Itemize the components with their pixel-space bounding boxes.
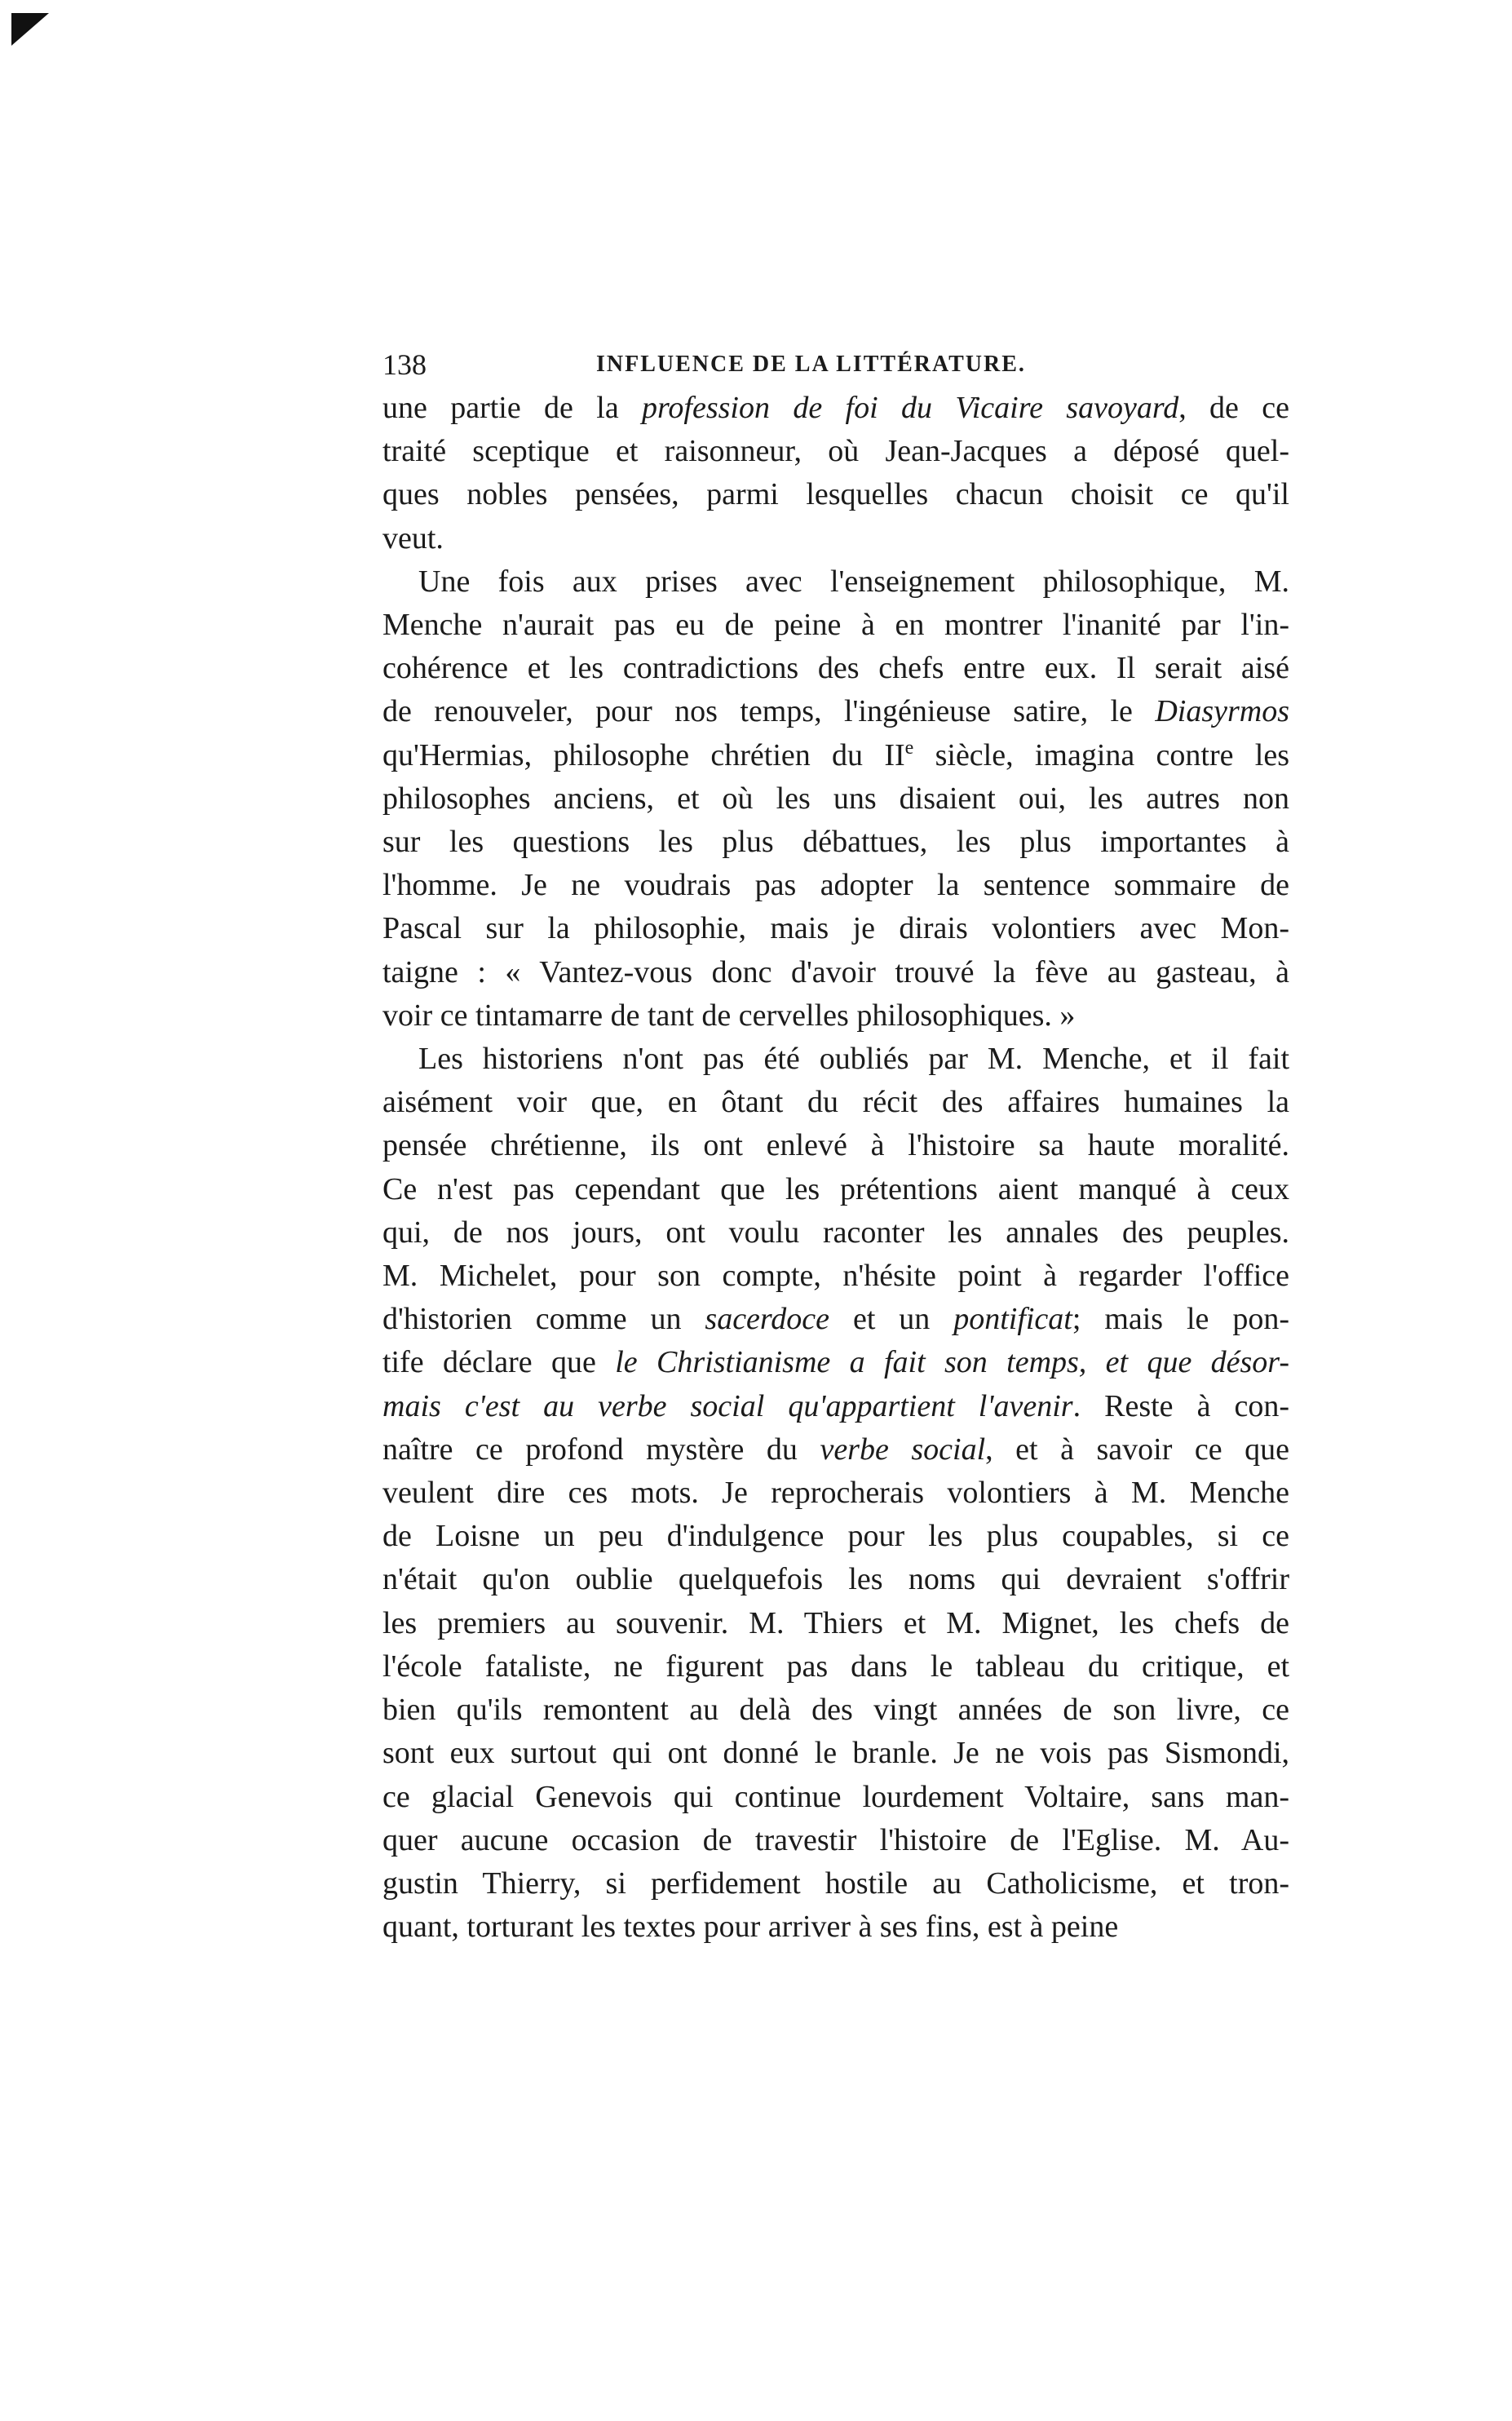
text-line	[382, 647, 1289, 690]
italic-text: sacerdoce	[705, 1302, 830, 1337]
text-line	[382, 387, 1289, 430]
page	[382, 343, 1289, 1949]
text-line	[382, 864, 1289, 907]
text-run: l'homme. Je ne voudrais pas adopter la sentence sommaire de	[382, 868, 1289, 903]
text-line	[382, 1428, 1289, 1472]
text-run: sur les questions les plus débattues, les plus importantes à	[382, 825, 1289, 860]
text-run: quer aucune occasion de travestir l'histoire de l'Eglise. M. Au-	[382, 1822, 1289, 1857]
paragraph	[382, 560, 1289, 1038]
text-line	[382, 1211, 1289, 1255]
running-title: INFLUENCE DE LA LITTÉRATURE.	[596, 352, 1026, 377]
text-run: l'école fataliste, ne figurent pas dans le tableau du critique, et	[382, 1649, 1289, 1684]
text-line	[382, 821, 1289, 864]
text-run: une partie de la	[382, 391, 643, 425]
text-run: aisément voir que, en ôtant du récit des affaires humaines la	[382, 1085, 1289, 1120]
text-run: naître ce profond mystère du	[382, 1432, 820, 1467]
text-run: pensée chrétienne, ils ont enlevé à l'histoire sa haute moralité.	[382, 1128, 1289, 1163]
text-line	[382, 1081, 1289, 1124]
corner-triangle-icon	[11, 13, 49, 46]
text-run: . Reste à con-	[1072, 1388, 1289, 1423]
text-run: Menche n'aurait pas eu de peine à en montrer l'inanité par l'in-	[382, 608, 1289, 643]
text-line	[382, 473, 1289, 516]
paragraph	[382, 387, 1289, 560]
text-run: veut.	[382, 520, 444, 555]
text-run: , et à savoir ce que	[985, 1432, 1290, 1467]
text-line	[382, 1819, 1289, 1862]
text-run: quant, torturant les textes pour arriver à ses fins, est à peine	[382, 1910, 1119, 1945]
italic-text: pontificat	[953, 1302, 1072, 1337]
italic-text: verbe social	[820, 1432, 986, 1467]
italic-text: mais c'est au verbe social qu'appartient l'avenir	[382, 1388, 1073, 1423]
text-run: philosophes anciens, et où les uns disaient oui, les autres non	[382, 781, 1289, 816]
text-line	[382, 951, 1289, 994]
text-run: les premiers au souvenir. M. Thiers et M. Mignet, les chefs de	[382, 1605, 1289, 1640]
text-line	[382, 1689, 1289, 1732]
text-line	[382, 907, 1289, 950]
text-run: de Loisne un peu d'indulgence pour les plus coupables, si ce	[382, 1519, 1289, 1554]
text-run: Les historiens n'ont pas été oubliés par M. Menche, et il fait	[418, 1042, 1289, 1077]
text-run: n'était qu'on oublie quelquefois les noms qui devraient s'offrir	[382, 1562, 1289, 1597]
text-line	[382, 604, 1289, 647]
text-line	[382, 517, 1289, 560]
text-run: M. Michelet, pour son compte, n'hésite point à regarder l'office	[382, 1259, 1289, 1294]
text-run: veulent dire ces mots. Je reprocherais volontiers à M. Menche	[382, 1476, 1289, 1511]
text-line	[382, 1515, 1289, 1558]
text-line	[382, 1168, 1289, 1211]
text-line	[382, 1255, 1289, 1298]
text-run: cohérence et les contradictions des chefs entre eux. Il serait aisé	[382, 651, 1289, 686]
text-run: d'historien comme un	[382, 1302, 705, 1337]
text-line	[382, 1558, 1289, 1601]
paragraph	[382, 1038, 1289, 1949]
text-run: ques nobles pensées, parmi lesquelles chacun choisit ce qu'il	[382, 477, 1289, 512]
superscript: e	[904, 737, 914, 759]
text-line	[382, 1732, 1289, 1775]
italic-text: Diasyrmos	[1155, 694, 1289, 729]
text-run: taigne : « Vantez-vous donc d'avoir trouvé la fève au gasteau, à	[382, 954, 1289, 989]
text-run: Ce n'est pas cependant que les prétentions aient manqué à ceux	[382, 1171, 1289, 1206]
italic-text: le Christianisme a fait son temps, et que désor-	[615, 1345, 1289, 1380]
text-run: traité sceptique et raisonneur, où Jean-Jacques a déposé quel-	[382, 434, 1289, 469]
text-line	[382, 1776, 1289, 1819]
text-line	[382, 1602, 1289, 1645]
text-run: qui, de nos jours, ont voulu raconter les annales des peuples.	[382, 1215, 1289, 1250]
text-line	[382, 1341, 1289, 1384]
body-text	[382, 387, 1289, 1949]
text-line	[382, 1862, 1289, 1905]
italic-text: profession de foi du Vicaire savoyard	[642, 391, 1179, 425]
text-run: gustin Thierry, si perfidement hostile au Catholicisme, et tron-	[382, 1866, 1289, 1901]
text-run: sont eux surtout qui ont donné le branle. Je ne vois pas Sismondi,	[382, 1736, 1289, 1771]
text-line	[382, 777, 1289, 821]
text-line	[382, 1645, 1289, 1689]
text-line	[382, 1472, 1289, 1515]
text-line	[382, 560, 1289, 604]
text-run: siècle, imagina contre les	[913, 737, 1289, 772]
text-run: ce glacial Genevois qui continue lourdement Voltaire, sans man-	[382, 1779, 1289, 1814]
text-run: , de ce	[1178, 391, 1289, 425]
text-run: bien qu'ils remontent au delà des vingt années de son livre, ce	[382, 1693, 1289, 1728]
text-line	[382, 690, 1289, 733]
text-run: Pascal sur la philosophie, mais je dirais volontiers avec Mon-	[382, 911, 1289, 946]
text-run: ; mais le pon-	[1072, 1302, 1289, 1337]
text-run: voir ce tintamarre de tant de cervelles philosophiques. »	[382, 998, 1076, 1033]
text-run: de renouveler, pour nos temps, l'ingénieuse satire, le	[382, 694, 1156, 729]
text-line	[382, 1905, 1289, 1949]
text-line	[382, 1038, 1289, 1081]
text-line	[382, 734, 1289, 777]
text-run: Une fois aux prises avec l'enseignement philosophique, M.	[418, 564, 1289, 599]
text-run: qu'Hermias, philosophe chrétien du II	[382, 737, 905, 772]
running-head	[382, 343, 1289, 387]
page-number: 138	[382, 348, 427, 381]
text-line	[382, 1385, 1289, 1428]
text-run: et un	[829, 1302, 954, 1337]
text-line	[382, 1124, 1289, 1167]
text-line	[382, 994, 1289, 1038]
text-line	[382, 1298, 1289, 1341]
text-line	[382, 430, 1289, 473]
text-run: tife déclare que	[382, 1345, 616, 1380]
